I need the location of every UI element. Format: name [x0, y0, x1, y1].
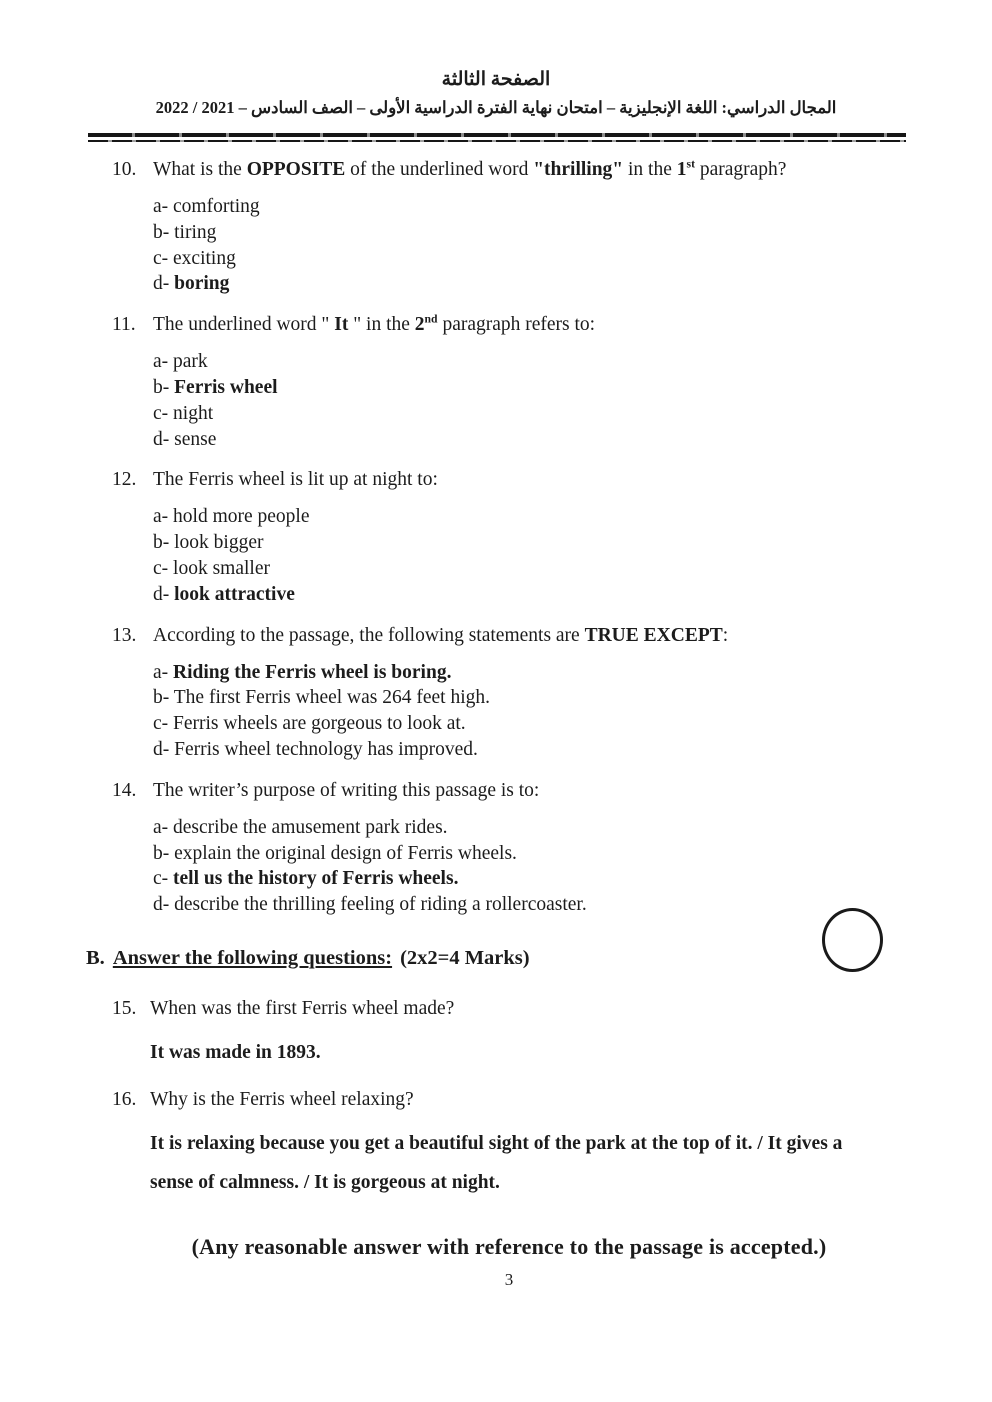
answer-text: It is relaxing because you get a beautiful sight of the park at the top of it. / It gives a sense of calmness. / It is gorgeous at night. — [150, 1132, 843, 1193]
page-number: 3 — [504, 1269, 514, 1289]
question-number: 16. — [112, 1088, 137, 1110]
section-b-heading — [86, 945, 906, 972]
option-line: a- hold more people — [153, 506, 310, 528]
options-list — [153, 504, 906, 607]
option-line: b- The first Ferris wheel was 264 feet high. — [153, 687, 491, 709]
section-title: Answer the following questions: — [112, 946, 393, 969]
section-marks: (2x2=4 Marks) — [400, 946, 530, 969]
question-text: Why is the Ferris wheel relaxing? — [150, 1088, 414, 1110]
question-number: 11. — [112, 314, 136, 336]
page-header — [0, 0, 992, 118]
separator-line-top — [88, 133, 906, 137]
option-line: c- Ferris wheels are gorgeous to look at. — [153, 713, 466, 735]
question-block — [112, 623, 906, 763]
option-line: d- describe the thrilling feeling of riding a rollercoaster. — [153, 894, 587, 916]
option-line: b- explain the original design of Ferris wheels. — [153, 842, 517, 864]
option-line: c- tell us the history of Ferris wheels. — [153, 868, 459, 890]
question-block — [112, 312, 906, 452]
marking-note: (Any reasonable answer with reference to the passage is accepted.) — [191, 1233, 827, 1259]
option-line: a- comforting — [153, 196, 260, 217]
exam-content — [0, 157, 992, 1290]
question-number: 13. — [112, 624, 137, 646]
question-prompt: According to the passage, the following statements are TRUE EXCEPT: — [153, 624, 729, 646]
option-line: c- look smaller — [153, 557, 270, 579]
option-line: b- look bigger — [153, 532, 264, 554]
option-line: a- describe the amusement park rides. — [153, 816, 448, 838]
question-prompt: The underlined word " It " in the 2nd paragraph refers to: — [153, 312, 596, 336]
question-prompt: The writer’s purpose of writing this passage is to: — [153, 779, 540, 801]
options-list — [153, 660, 906, 763]
options-list — [153, 349, 906, 452]
question-text: When was the first Ferris wheel made? — [150, 997, 455, 1019]
section-label: B. — [86, 946, 105, 969]
exam-page-title: الصفحة الثالثة — [441, 69, 551, 90]
option-line: b- Ferris wheel — [153, 376, 278, 398]
option-line: a- park — [153, 351, 208, 373]
options-list — [153, 815, 906, 918]
option-line: d- boring — [153, 273, 230, 295]
short-question-block — [112, 1087, 906, 1202]
option-line: a- Riding the Ferris wheel is boring. — [153, 661, 452, 683]
option-line: c- night — [153, 402, 214, 424]
option-line: d- Ferris wheel technology has improved. — [153, 738, 478, 760]
question-number: 15. — [112, 997, 137, 1019]
option-line: c- exciting — [153, 247, 236, 269]
question-block — [112, 157, 906, 297]
score-circle — [822, 908, 883, 972]
question-block — [112, 778, 906, 918]
short-question-block — [112, 996, 906, 1072]
option-line: b- tiring — [153, 221, 217, 243]
question-prompt: The Ferris wheel is lit up at night to: — [153, 469, 438, 491]
header-separator — [88, 133, 906, 142]
question-prompt: What is the OPPOSITE of the underlined word "thrilling" in the 1st paragraph? — [153, 157, 787, 180]
separator-line-bottom — [88, 140, 906, 143]
option-line: d- look attractive — [153, 583, 295, 605]
question-number: 10. — [112, 159, 137, 180]
options-list — [153, 194, 906, 297]
question-block — [112, 467, 906, 607]
question-number: 12. — [112, 469, 137, 491]
answer-text: It was made in 1893. — [150, 1041, 321, 1063]
exam-info-line: المجال الدراسي: اللغة الإنجليزية – امتحان نهاية الفترة الدراسية الأولى – الصف السادس – 2021 / 2022 — [155, 98, 837, 117]
option-line: d- sense — [153, 428, 217, 450]
question-number: 14. — [112, 779, 137, 801]
